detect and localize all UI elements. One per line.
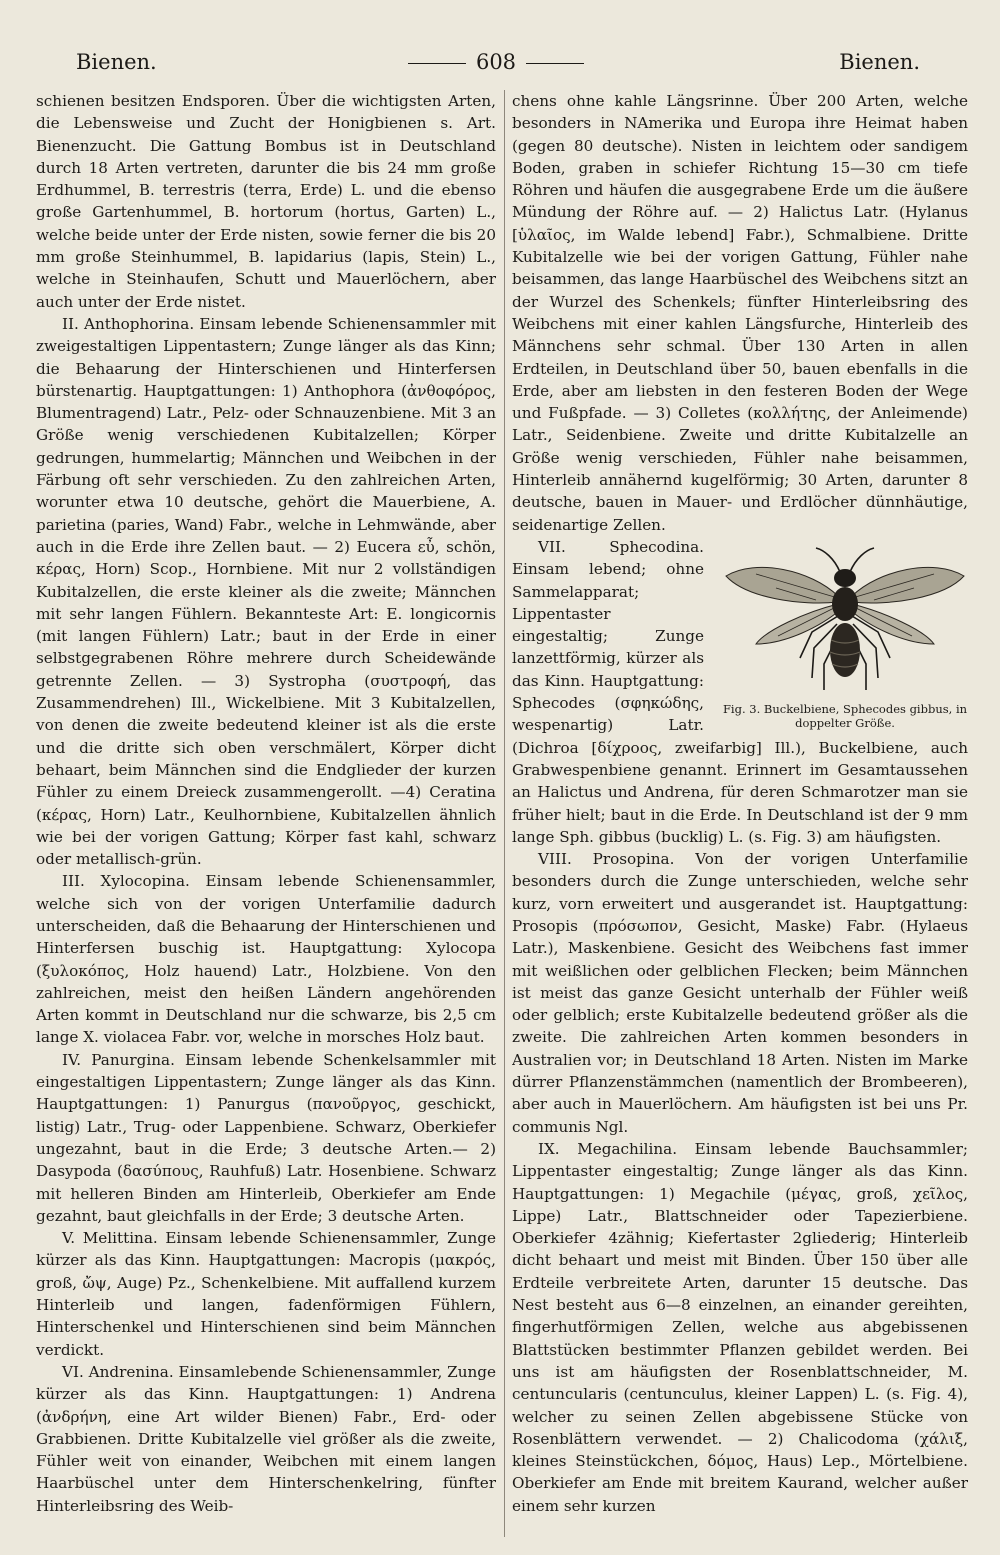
paragraph-panurgina: IV. Panurgina. Einsam lebende Schenkelsammler mit eingestaltigen Lippentastern; Zunge länger als das Kinn. Hauptgattungen: 1) Panurgus (πανοῦργος, geschickt, listig) Latr., Trug- oder Lappenbiene. Schwarz, Oberkiefer ungezahnt, baut in die Erde; 3 deutsche Arten.— 2) Dasypoda (δασύπους, Rauhfuß) Latr. Hosenbiene. Schwarz mit helleren Binden am Hinterleib, Oberkiefer am Ende gezahnt, baut gleichfalls in der Erde; 3 deutsche Arten. [36,1050,496,1225]
figure-caption: Fig. 3. Buckelbiene, Sphecodes gibbus, in doppelter Größe. [722,701,968,730]
paragraph-melittina: V. Melittina. Einsam lebende Schienensammler, Zunge kürzer als das Kinn. Hauptgattungen: Macropis (μακρός, groß, ὤψ, Auge) Pz., Schenkelbiene. Mit auffallend kurzem Hinterleib und langen, fadenförmigen Fühlern, Hinterschenkel und Hinterschienen sind beim Männchen verdickt. [36,1229,496,1359]
bee-illustration [716,540,968,700]
paragraph-andrena-continuation: chens ohne kahle Längsrinne. Über 200 Arten, welche besonders in NAmerika und Europa ihre Heimat haben (gegen 80 deutsche). Nisten in leichtem oder sandigem Boden, graben in schiefer Richtung 15—30 cm tiefe Röhren und häufen die ausgegrabene Erde um die äußere Mündung der Röhre auf. — 2) Halictus Latr. (Hylanus [ὑλαῖος, im Walde lebend] Fabr.), Schmalbiene. Dritte Kubitalzelle wie bei der vorigen Gattung, Fühler nahe beisammen, das lange Haarbüschel des Weibchens sitzt an der Wurzel des Schenkels; fünfter Hinterleibsring des Weibchens mit einer kahlen Längsfurche, Hinterleib des Männchens sehr schmal. Über 130 Arten in allen Erdteilen, in Deutschland über 50, bauen ebenfalls in die Erde, aber am liebsten in den festeren Boden der Wege und Fußpfade. — 3) Colletes (κολλήτης, der Anleimende) Latr., Seidenbiene. Zweite und dritte Kubitalzelle an Größe wenig verschieden, Fühler nahe beisammen, Hinterleib annähernd kugelförmig; 30 Arten, darunter 8 deutsche, bauen in Mauer- und Erdlöcher dünnhäutige, seidenartige Zellen. [512,92,968,534]
bee-head [834,569,856,587]
bee-thorax [832,587,858,621]
antennae [816,548,874,572]
header-right-title: Bienen. [839,50,920,74]
left-column [36,90,496,1537]
running-header [70,44,922,84]
column-divider [504,90,505,1537]
paragraph-bombus-continuation: schienen besitzen Endsporen. Über die wichtigsten Arten, die Lebensweise und Zucht der Honigbienen s. Art. Bienenzucht. Die Gattung Bombus ist in Deutschland durch 18 Arten vertreten, darunter die bis 24 mm große Erdhummel, B. terrestris (terra, Erde) L. und die ebenso große Gartenhummel, B. hortorum (hortus, Garten) L., welche beide unter der Erde nisten, sowie ferner die bis 20 mm große Steinhummel, B. lapidarius (lapis, Stein) L., welche in Steinhaufen, Schutt und Mauerlöchern, aber auch unter der Erde nistet. [36,92,496,311]
header-rule-right [526,63,584,64]
header-rule-left [408,63,466,64]
figure-3 [716,540,968,730]
right-column [512,90,968,1537]
paragraph-sphecodina: VII. Sphecodina. Einsam lebend; ohne Sammelapparat; Lippentaster eingestaltig; Zunge lanzettförmig, kürzer als das Kinn. Hauptgattung: Sphecodes (σφηκώδης, wespenartig) Latr. (Dichroa [δίχροος, zweifarbig] Ill.), Buckelbiene, auch Grabwespenbiene genannt. Erinnert im Gesamtaussehen an Halictus und Andrena, für deren Schmarotzer man sie früher hielt; baut in die Erde. In Deutschland ist der 9 mm lange Sph. gibbus (bucklig) L. (s. Fig. 3) am häufigsten. [512,537,968,846]
paragraph-prosopina: VIII. Prosopina. Von der vorigen Unterfamilie besonders durch die Zunge unterschieden, welche sehr kurz, vorn erweitert und ausgerandet ist. Hauptgattung: Prosopis (πρόσωπον, Gesicht, Maske) Fabr. (Hylaeus Latr.), Maskenbiene. Gesicht des Weibchens fast immer mit weißlichen oder gelblichen Flecken; beim Männchen ist meist das ganze Gesicht unterhalb der Fühler weiß oder gelblich; erste Kubitalzelle bedeutend größer als die zweite. Die zahlreichen Arten kommen besonders in Australien vor; in Deutschland 18 Arten. Nisten im Marke dürrer Pflanzenstämmchen (namentlich der Brombeeren), aber auch in Mauerlöchern. Am häufigsten ist bei uns Pr. communis Ngl. [512,850,968,1136]
paragraph-xylocopina: III. Xylocopina. Einsam lebende Schienensammler, welche sich von der vorigen Unterfamilie dadurch unterscheiden, daß die Behaarung der Hinterschienen und Hinterfersen buschig ist. Hauptgattung: Xylocopa (ξυλοκόπος, Holz hauend) Latr., Holzbiene. Von den zahlreichen, meist den heißen Ländern angehörenden Arten kommt in Deutschland nur die schwarze, bis 2,5 cm lange X. violacea Fabr. vor, welche in morsches Holz baut. [36,872,496,1047]
wing-right-upper [852,567,964,603]
wing-left-lower [756,604,840,644]
bee-abdomen [830,623,860,677]
paragraph-andrenina: VI. Andrenina. Einsamlebende Schienensammler, Zunge kürzer als das Kinn. Hauptgattungen: 1) Andrena (ἀνδρήνη, eine Art wilder Bienen) Fabr., Erd- oder Grabbienen. Dritte Kubitalzelle viel größer als die zweite, Fühler weit von einander, Weibchen mit einem langen Haarbüschel unter dem Hinterschenkelring, fünfter Hinterleibsring des Weib- [36,1362,496,1515]
paragraph-megachilina: IX. Megachilina. Einsam lebende Bauchsammler; Lippentaster eingestaltig; Zunge länger als das Kinn. Hauptgattungen: 1) Megachile (μέγας, groß, χεῖλος, Lippe) Latr., Blattschneider oder Tapezierbiene. Oberkiefer 4zähnig; Kiefertaster 2gliederig; Hinterleib dicht behaart und meist mit Binden. Über 150 über alle Erdteile verbreitete Arten, darunter 15 deutsche. Das Nest besteht aus 6—8 einzelnen, an einander gereihten, fingerhutförmigen Zellen, welche aus abgebissenen Blattstücken bestimmter Pflanzen gebildet werden. Bei uns ist am häufigsten der Rosenblattschneider, M. centuncularis (centunculus, kleiner Lappen) L. (s. Fig. 4), welcher zu seinen Zellen abgebissene Stücke von Rosenblättern verwendet. — 2) Chalicodoma (χάλιξ, kleines Steinstückchen, δόμος, Haus) Lep., Mörtelbiene. Oberkiefer am Ende mit breitem Kaurand, welcher außer einem sehr kurzen [512,1139,968,1515]
header-page-number-block [70,50,922,74]
paragraph-anthophorina: II. Anthophorina. Einsam lebende Schienensammler mit zweigestaltigen Lippentastern; Zunge länger als das Kinn; die Behaarung der Hinterschienen und Hinterfersen bürstenartig. Hauptgattungen: 1) Anthophora (ἀνθοφόρος, Blumentragend) Latr., Pelz- oder Schnauzenbiene. Mit 3 an Größe wenig verschiedenen Kubitalzellen; Körper gedrungen, hummelartig; Männchen und Weibchen in der Färbung oft sehr verschieden. Zu den zahlreichen Arten, worunter etwa 10 deutsche, gehört die Mauerbiene, A. parietina (paries, Wand) Fabr., welche in Lehmwände, aber auch in die Erde ihre Zellen baut. — 2) Eucera εὖ, schön, κέρας, Horn) Scop., Hornbiene. Mit nur 2 vollständigen Kubitalzellen, die erste kleiner als die zweite; Männchen mit sehr langen Fühlern. Bekannteste Art: E. longicornis (mit langen Fühlern) Latr.; baut in der Erde in einer selbstgegrabenen Röhre mehrere durch Scheidewände getrennte Zellen. — 3) Systropha (συστροφή, das Zusammendrehen) Ill., Wickelbiene. Mit 3 Kubitalzellen, von denen die zweite bedeutend kleiner ist als die erste und die dritte sich oben verschmälert, Körper dicht behaart, beim Männchen sind die Endglieder der kurzen Fühler zu einem Dreieck zusammengerollt. —4) Ceratina (κέρας, Horn) Latr., Keulhornbiene, Kubitalzellen ähnlich wie bei der vorigen Gattung; Körper fast kahl, schwarz oder metallisch-grün. [36,314,496,869]
header-left-title: Bienen. [76,50,157,74]
wing-left-upper [726,567,838,603]
wing-right-lower [850,604,934,644]
page-number: 608 [475,50,517,74]
